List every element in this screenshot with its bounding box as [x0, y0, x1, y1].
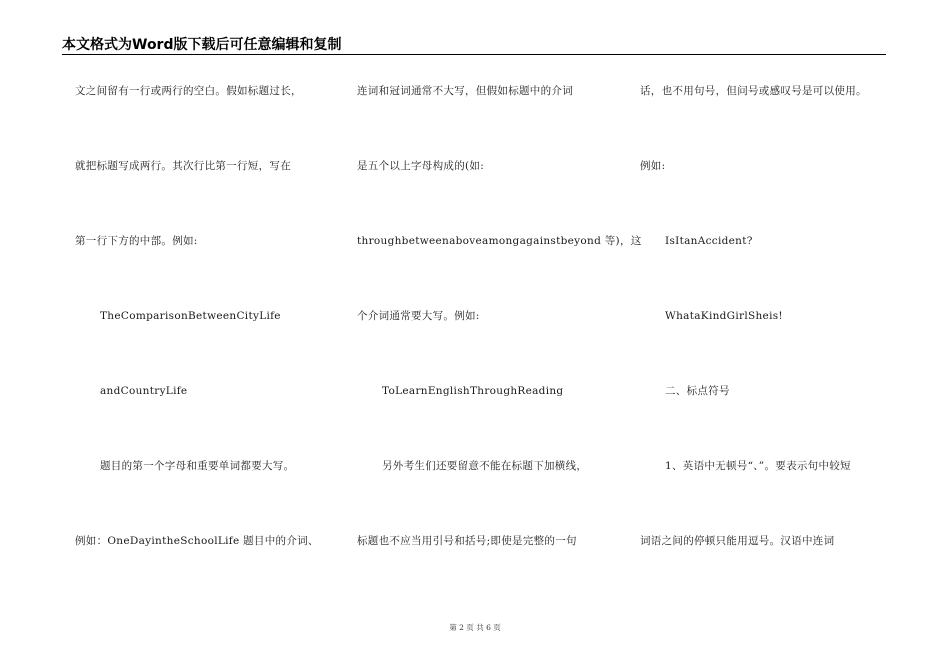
- text-line: 第一行下方的中部。例如:: [75, 235, 198, 247]
- text-line: 是五个以上字母构成的(如:: [357, 160, 485, 172]
- text-line: 1、英语中无顿号“、”。要表示句中较短: [665, 460, 851, 472]
- text-line: TheComparisonBetweenCityLife: [100, 310, 281, 322]
- text-line: 连词和冠词通常不大写，但假如标题中的介词: [357, 85, 573, 97]
- text-line: IsItanAccident?: [665, 235, 753, 247]
- text-line: 例如：OneDayintheSchoolLife 题目中的介词、: [75, 535, 319, 547]
- text-line: 话，也不用句号，但问号或感叹号是可以使用。: [640, 85, 867, 97]
- text-line: 二、标点符号: [665, 385, 730, 397]
- text-line: WhataKindGirlSheis!: [665, 310, 783, 322]
- page-footer: 第 2 页 共 6 页: [449, 623, 501, 632]
- text-line: andCountryLife: [100, 385, 188, 397]
- text-line: 文之间留有一行或两行的空白。假如标题过长，: [75, 85, 302, 97]
- text-line: 例如:: [640, 160, 666, 172]
- page-header-title: 本文格式为Word版下载后可任意编辑和复制: [62, 37, 342, 53]
- text-line: 词语之间的停顿只能用逗号。汉语中连词: [640, 535, 835, 547]
- text-line: throughbetweenaboveamongagainstbeyond 等)，这: [357, 235, 642, 247]
- header-rule: [62, 54, 886, 55]
- text-line: 题目的第一个字母和重要单词都要大写。: [100, 460, 295, 472]
- text-line: 另外考生们还要留意不能在标题下加横线，: [382, 460, 588, 472]
- text-line: ToLearnEnglishThroughReading: [382, 385, 564, 397]
- text-line: 标题也不应当用引号和括号;即使是完整的一句: [357, 535, 577, 547]
- text-line: 个介词通常要大写。例如:: [357, 310, 480, 322]
- text-line: 就把标题写成两行。其次行比第一行短，写在: [75, 160, 291, 172]
